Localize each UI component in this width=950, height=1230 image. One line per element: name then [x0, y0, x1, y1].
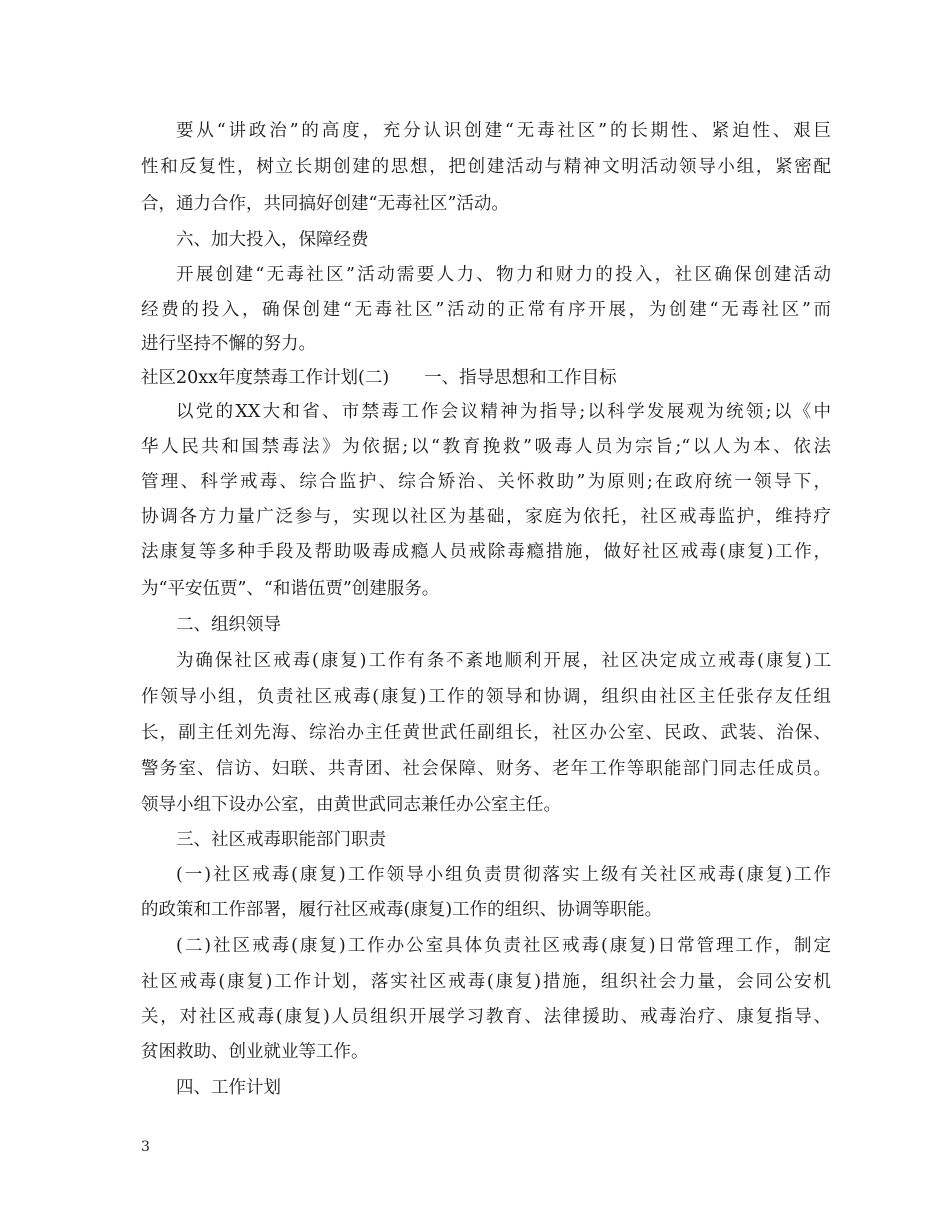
paragraph-line: 领导小组下设办公室，由黄世武同志兼任办公室主任。	[141, 795, 561, 815]
plan-title-line: 社区20xx年度禁毒工作计划(二) 一、指导思想和工作目标	[141, 368, 617, 388]
section-heading: 六、加大投入，保障经费	[176, 230, 369, 250]
section-heading: 四、工作计划	[176, 1078, 281, 1098]
paragraph-line: 要从“讲政治”的高度，充分认识创建“无毒社区”的长期性、紧迫性、艰巨	[176, 121, 831, 141]
paragraph-line: 管理、科学戒毒、综合监护、综合矫治、关怀救助”为原则;在政府统一领导下，	[141, 472, 831, 492]
paragraph-line: 法康复等多种手段及帮助吸毒成瘾人员戒除毒瘾措施，做好社区戒毒(康复)工作，	[141, 542, 831, 562]
paragraph-line: 为“平安伍贾”、“和谐伍贾”创建服务。	[141, 579, 440, 599]
paragraph-line: 进行坚持不懈的努力。	[141, 334, 316, 354]
paragraph-line: 协调各方力量广泛参与，实现以社区为基础，家庭为依托，社区戒毒监护，维持疗	[141, 507, 831, 527]
section-heading: 二、组织领导	[176, 615, 281, 635]
paragraph-line: (二)社区戒毒(康复)工作办公室具体负责社区戒毒(康复)日常管理工作，制定	[176, 936, 831, 956]
paragraph-line: 作领导小组，负责社区戒毒(康复)工作的领导和协调，组织由社区主任张存友任组	[141, 687, 831, 707]
paragraph-line: (一)社区戒毒(康复)工作领导小组负责贯彻落实上级有关社区戒毒(康复)工作	[176, 865, 831, 885]
paragraph-line: 贫困救助、创业就业等工作。	[141, 1042, 369, 1062]
section-heading: 三、社区戒毒职能部门职责	[176, 830, 386, 850]
paragraph-line: 华人民共和国禁毒法》为依据;以“教育挽救”吸毒人员为宗旨;“以人为本、依法	[141, 437, 831, 457]
paragraph-line: 经费的投入，确保创建“无毒社区”活动的正常有序开展，为创建“无毒社区”而	[141, 300, 831, 320]
paragraph-line: 为确保社区戒毒(康复)工作有条不紊地顺利开展，社区决定成立戒毒(康复)工	[176, 651, 831, 671]
paragraph-line: 关，对社区戒毒(康复)人员组织开展学习教育、法律援助、戒毒治疗、康复指导、	[141, 1007, 831, 1027]
paragraph-line: 开展创建“无毒社区”活动需要人力、物力和财力的投入，社区确保创建活动	[176, 265, 831, 285]
paragraph-line: 社区戒毒(康复)工作计划，落实社区戒毒(康复)措施，组织社会力量，会同公安机	[141, 972, 831, 992]
paragraph-line: 的政策和工作部署，履行社区戒毒(康复)工作的组织、协调等职能。	[141, 900, 663, 920]
paragraph-line: 合，通力合作，共同搞好创建“无毒社区”活动。	[141, 194, 509, 214]
page-number: 3	[141, 1139, 150, 1155]
paragraph-line: 以党的XX大和省、市禁毒工作会议精神为指导;以科学发展观为统领;以《中	[176, 402, 831, 422]
paragraph-line: 长，副主任刘先海、综治办主任黄世武任副组长，社区办公室、民政、武装、治保、	[141, 723, 831, 743]
paragraph-line: 性和反复性，树立长期创建的思想，把创建活动与精神文明活动领导小组，紧密配	[141, 157, 831, 177]
paragraph-line: 警务室、信访、妇联、共青团、社会保障、财务、老年工作等职能部门同志任成员。	[141, 759, 831, 779]
